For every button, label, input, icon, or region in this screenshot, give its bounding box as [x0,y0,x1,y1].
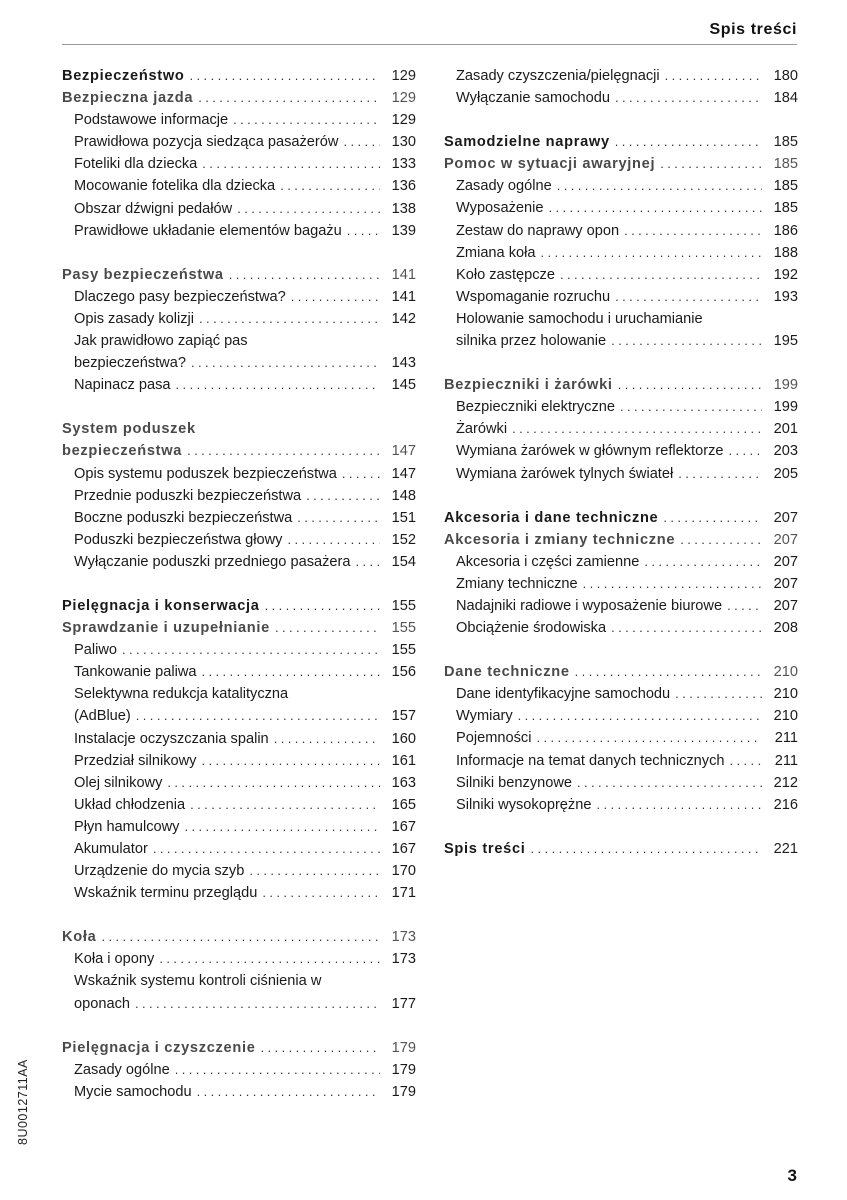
toc-entry-title: (AdBlue) [74,708,131,725]
dot-leader [615,87,762,109]
toc-entry[interactable] [62,683,416,705]
toc-entry-title: Zasady ogólne [74,1061,170,1078]
toc-entry-title: Pomoc w sytuacji awaryjnej [444,156,656,173]
toc-entry[interactable] [62,860,416,882]
toc-entry-title: Wskaźnik systemu kontroli ciśnienia w [74,973,322,990]
toc-entry-title: Wyłączanie samochodu [456,90,610,107]
toc-page-number: 199 [773,377,798,394]
dot-leader [249,860,380,882]
toc-page-number: 163 [391,774,416,791]
toc-entry-title: Zmiana koła [456,244,536,261]
toc-entry[interactable] [444,242,798,264]
dot-leader [101,926,380,948]
toc-entry[interactable] [62,286,416,308]
toc-entry-title: Obszar dźwigni pedałów [74,200,233,217]
toc-page-number: 142 [391,310,416,327]
toc-page-number: 211 [774,730,798,747]
toc-entry[interactable] [444,175,798,197]
dot-leader [201,750,380,772]
toc-entry[interactable] [62,463,416,485]
toc-page-number: 133 [391,156,416,173]
toc-entry-title: Przedział silnikowy [74,752,197,769]
dot-leader [159,948,380,970]
toc-entry-title: Olej silnikowy [74,774,163,791]
dot-leader [202,661,381,683]
dot-leader [274,728,380,750]
toc-page-number: 179 [391,1083,416,1100]
toc-page-number: 143 [391,355,416,372]
toc-entry-title: Wspomaganie rozruchu [456,288,611,305]
toc-entry[interactable] [62,970,416,992]
toc-page-number: 167 [391,841,416,857]
dot-leader [583,573,762,595]
toc-entry-title: Bezpieczniki elektryczne [456,399,615,416]
dot-leader [729,440,762,462]
toc-section-heading[interactable] [62,65,416,87]
toc-entry[interactable] [444,87,798,109]
toc-entry-title: Wyposażenie [456,200,544,217]
toc-entry[interactable] [444,617,798,639]
toc-section-heading[interactable] [62,264,416,286]
dot-leader [560,264,762,286]
toc-page-number: 155 [391,597,416,614]
dot-leader [663,507,762,529]
toc-entry-title: Nadajniki radiowe i wyposażenie biurowe [456,597,723,614]
dot-leader [190,65,380,87]
toc-entry[interactable] [444,772,798,794]
toc-entry-title: Koła [62,929,97,946]
toc-entry-title: Wyłączanie poduszki przedniego pasażera [74,553,351,570]
toc-entry[interactable] [62,308,416,330]
toc-section-heading[interactable] [444,153,798,175]
toc-page-number: 193 [773,288,798,305]
toc-entry-title: Instalacje oczyszczania spalin [74,730,269,747]
toc-entry-title: Wymiana żarówek w głównym reflektorze [456,443,724,460]
toc-entry-title: Paliwo [74,642,117,659]
toc-entry[interactable] [62,330,416,352]
toc-page-number: 148 [391,487,416,504]
toc-page-number: 179 [391,1039,416,1056]
section-gap [62,396,416,418]
toc-page-number: 160 [391,730,416,747]
dot-leader [202,153,380,175]
toc-page-number: 155 [391,620,416,637]
toc-entry-title: Koła i opony [74,951,155,968]
toc-page-number: 207 [773,597,798,614]
dot-leader [190,794,380,816]
toc-entry[interactable] [62,529,416,551]
dot-leader [262,882,380,904]
toc-page-number: 139 [391,222,416,239]
toc-entry-title: Żarówki [456,421,508,438]
toc-entry-title: Boczne poduszki bezpieczeństwa [74,509,293,526]
toc-entry-title: Pielęgnacja i czyszczenie [62,1039,256,1056]
toc-entry-title: Układ chłodzenia [74,796,186,813]
dot-leader [261,1037,380,1059]
toc-entry[interactable] [444,264,798,286]
dot-leader [575,661,762,683]
dot-leader [611,617,762,639]
dot-leader [233,109,380,131]
dot-leader [541,242,763,264]
toc-entry-title: Informacje na temat danych technicznych [456,752,725,769]
toc-entry[interactable] [62,794,416,816]
dot-leader [136,705,380,727]
toc-page-number: 129 [391,68,416,84]
toc-entry-title: Mocowanie fotelika dla dziecka [74,178,276,195]
toc-section-heading[interactable] [62,440,416,462]
toc-page-number: 157 [391,708,416,725]
toc-entry[interactable] [444,595,798,617]
dot-leader [624,220,762,242]
dot-leader [512,418,762,440]
dot-leader [191,352,380,374]
toc-page-number: 156 [391,664,416,681]
toc-entry-title: bezpieczeństwa [62,443,183,460]
toc-section-heading[interactable] [62,1037,416,1059]
toc-entry[interactable] [62,198,416,220]
toc-entry-title: Opis systemu poduszek bezpieczeństwa [74,465,337,482]
dot-leader [229,264,380,286]
toc-entry-title: Akcesoria i zmiany techniczne [444,531,676,548]
dot-leader [548,197,762,219]
dot-leader [518,705,762,727]
toc-page-number: 208 [773,620,798,637]
toc-entry[interactable] [62,374,416,396]
toc-left-column [62,65,416,1103]
toc-entry[interactable] [444,286,798,308]
toc-page-number: 130 [391,134,416,151]
dot-leader [730,750,762,772]
toc-page-number: 145 [391,377,416,394]
dot-leader [665,65,762,87]
toc-section-heading[interactable] [62,595,416,617]
toc-entry[interactable] [444,463,798,485]
toc-entry-title: Przednie poduszki bezpieczeństwa [74,487,302,504]
toc-page-number: 138 [391,200,416,217]
dot-leader [615,286,762,308]
toc-page-number: 136 [391,178,416,195]
section-gap [444,816,798,838]
toc-entry[interactable] [444,396,798,418]
toc-entry[interactable] [444,330,798,352]
toc-right-column [444,65,798,860]
toc-page-number: 154 [391,553,416,570]
toc-page-number: 147 [391,465,416,482]
toc-entry-title: Mycie samochodu [74,1083,192,1100]
toc-entry[interactable] [62,993,416,1015]
dot-leader [184,816,380,838]
toc-section-heading[interactable] [62,617,416,639]
dot-leader [611,330,762,352]
toc-section-heading[interactable] [444,529,798,551]
toc-entry-title: Spis treści [444,840,526,857]
toc-entry-title: Silniki wysokoprężne [456,796,592,813]
toc-page-number: 199 [773,399,798,416]
dot-leader [297,507,380,529]
toc-entry[interactable] [62,1059,416,1081]
toc-entry[interactable] [62,109,416,131]
toc-entry-title: Tankowanie paliwa [74,664,197,681]
toc-entry-title: Wskaźnik terminu przeglądu [74,885,258,902]
dot-leader [620,396,762,418]
toc-entry[interactable] [62,551,416,573]
toc-entry[interactable] [444,573,798,595]
section-gap [62,1015,416,1037]
dot-leader [275,617,380,639]
dot-leader [596,794,762,816]
dot-leader [678,463,762,485]
dot-leader [197,1081,380,1103]
toc-entry[interactable] [62,705,416,727]
toc-entry[interactable] [62,131,416,153]
toc-page-number: 173 [391,951,416,968]
section-gap [62,242,416,264]
toc-entry-title: Akumulator [74,841,148,857]
section-gap [444,639,798,661]
section-gap [444,109,798,131]
toc-page-number: 185 [773,156,798,173]
toc-page-number: 207 [773,553,798,570]
dot-leader [237,198,380,220]
toc-entry-title: Dane identyfikacyjne samochodu [456,686,671,703]
toc-section-heading[interactable] [62,926,416,948]
toc-entry-title: Pojemności [456,730,532,747]
toc-entry[interactable] [444,705,798,727]
section-gap [444,352,798,374]
toc-page-number: 180 [773,68,798,84]
toc-entry-title: Poduszki bezpieczeństwa głowy [74,531,283,548]
toc-entry[interactable] [444,65,798,87]
toc-entry-title: Dlaczego pasy bezpieczeństwa? [74,288,286,305]
toc-page-number: 212 [773,774,798,791]
page-title: Spis treści [709,21,797,38]
toc-page-number: 185 [773,134,798,151]
toc-page-number: 216 [773,796,798,813]
toc-entry[interactable] [444,551,798,573]
section-gap [444,485,798,507]
toc-entry[interactable] [444,308,798,330]
toc-entry[interactable] [444,440,798,462]
toc-section-heading[interactable] [444,507,798,529]
toc-page-number: 177 [391,995,416,1012]
toc-entry-title: Obciążenie środowiska [456,620,607,637]
toc-entry-title: Prawidłowa pozycja siedząca pasażerów [74,134,339,151]
toc-page-number: 129 [391,112,416,129]
dot-leader [122,639,380,661]
toc-page-number: 185 [773,178,798,195]
toc-page-number: 155 [391,642,416,659]
dot-leader [187,440,380,462]
toc-section-heading[interactable] [444,661,798,683]
toc-page-number: 141 [391,266,416,283]
dot-leader [356,551,381,573]
toc-entry-title: Bezpieczeństwo [62,68,185,84]
toc-page-number: 203 [773,443,798,460]
toc-entry[interactable] [444,220,798,242]
dot-leader [727,595,762,617]
toc-entry-title: Wymiana żarówek tylnych świateł [456,465,674,482]
page-number: 3 [787,1166,797,1185]
toc-entry-title: Samodzielne naprawy [444,134,610,151]
toc-entry-title: Pielęgnacja i konserwacja [62,597,260,614]
toc-entry-title: Zasady ogólne [456,178,552,195]
toc-entry-title: Zmiany techniczne [456,575,578,592]
dot-leader [153,838,380,860]
toc-entry-title: Bezpieczna jazda [62,90,194,107]
toc-entry-title: Podstawowe informacje [74,112,229,129]
toc-entry-title: System poduszek [62,421,196,438]
toc-entry[interactable] [62,485,416,507]
dot-leader [198,87,380,109]
toc-entry-title: Zasady czyszczenia/pielęgnacji [456,68,660,84]
toc-entry[interactable] [62,728,416,750]
toc-page-number: 210 [773,664,798,681]
dot-leader [306,485,380,507]
dot-leader [265,595,380,617]
toc-page-number: 173 [391,929,416,946]
toc-entry[interactable] [62,153,416,175]
toc-page-number: 192 [773,266,798,283]
toc-page-number: 205 [773,465,798,482]
toc-entry[interactable] [62,175,416,197]
dot-leader [343,131,380,153]
dot-leader [680,529,762,551]
toc-page-number: 207 [773,509,798,526]
toc-entry[interactable] [62,882,416,904]
toc-page-number: 129 [391,90,416,107]
dot-leader [291,286,380,308]
toc-page-number: 167 [391,818,416,835]
toc-page-number: 195 [773,333,798,350]
toc-entry-title: Pasy bezpieczeństwa [62,266,224,283]
toc-page-number: 170 [391,863,416,880]
toc-entry-title: Koło zastępcze [456,266,555,283]
toc-entry[interactable] [62,220,416,242]
toc-entry-title: Holowanie samochodu i uruchamianie [456,310,703,327]
toc-page-number: 161 [391,752,416,769]
toc-entry[interactable] [444,197,798,219]
toc-entry-title: silnika przez holowanie [456,333,607,350]
toc-page-number: 221 [773,840,798,857]
section-gap [62,573,416,595]
dot-leader [557,175,762,197]
dot-leader [618,374,762,396]
toc-entry[interactable] [444,794,798,816]
toc-page-number: 184 [773,90,798,107]
toc-section-heading[interactable] [62,87,416,109]
toc-page-number: 151 [391,509,416,526]
toc-section-heading[interactable] [444,131,798,153]
toc-page-number: 147 [391,443,416,460]
toc-entry-title: bezpieczeństwa? [74,355,186,372]
dot-leader [199,308,380,330]
toc-entry[interactable] [62,352,416,374]
document-code: 8U0012711AA [16,1059,30,1145]
page-header [62,18,797,45]
toc-page-number: 211 [774,752,798,769]
toc-entry[interactable] [62,661,416,683]
toc-section-heading[interactable] [444,374,798,396]
toc-entry-title: Opis zasady kolizji [74,310,195,327]
toc-entry-title: Zestaw do naprawy opon [456,222,620,239]
dot-leader [577,772,762,794]
toc-entry-title: Akcesoria i dane techniczne [444,509,659,526]
toc-page-number: 207 [773,575,798,592]
toc-entry-title: Płyn hamulcowy [74,818,180,835]
dot-leader [644,551,762,573]
toc-entry-title: Prawidłowe układanie elementów bagażu [74,222,342,239]
toc-entry-title: Jak prawidłowo zapiąć pas [74,333,248,350]
toc-entry-title: Silniki benzynowe [456,774,573,791]
toc-page-number: 179 [391,1061,416,1078]
toc-entry[interactable] [444,750,798,772]
toc-page-number: 165 [391,796,416,813]
toc-entry[interactable] [62,507,416,529]
dot-leader [675,683,762,705]
toc-page-number: 185 [773,200,798,217]
toc-entry[interactable] [62,750,416,772]
toc-entry-title: Urządzenie do mycia szyb [74,863,245,880]
toc-page-number: 186 [773,222,798,239]
section-gap [62,904,416,926]
toc-page-number: 188 [773,244,798,261]
toc-section-heading[interactable] [444,838,798,860]
dot-leader [287,529,380,551]
dot-leader [176,374,380,396]
toc-page-number: 152 [391,531,416,548]
dot-leader [531,838,762,860]
dot-leader [347,220,380,242]
toc-entry-title: Sprawdzanie i uzupełnianie [62,620,270,637]
dot-leader [175,1059,380,1081]
toc-entry-title: Akcesoria i części zamienne [456,553,640,570]
toc-entry-title: Napinacz pasa [74,377,171,394]
toc-entry-title: Wymiary [456,708,513,725]
toc-page-number: 210 [773,686,798,703]
toc-page-number: 201 [773,421,798,438]
toc-entry-title: Dane techniczne [444,664,570,681]
toc-entry[interactable] [62,948,416,970]
dot-leader [660,153,762,175]
dot-leader [615,131,762,153]
toc-section-heading[interactable] [62,418,416,440]
dot-leader [135,993,380,1015]
toc-page-number: 207 [773,531,798,548]
toc-entry[interactable] [62,1081,416,1103]
toc-page-number: 171 [391,885,416,902]
toc-entry[interactable] [62,772,416,794]
toc-page-number: 210 [773,708,798,725]
toc-entry[interactable] [62,639,416,661]
toc-entry[interactable] [444,418,798,440]
toc-entry[interactable] [62,838,416,860]
toc-entry[interactable] [444,727,798,749]
toc-entry-title: oponach [74,995,130,1012]
toc-entry-title: Foteliki dla dziecka [74,156,198,173]
dot-leader [342,463,380,485]
dot-leader [280,175,380,197]
toc-entry[interactable] [444,683,798,705]
toc-entry-title: Bezpieczniki i żarówki [444,377,613,394]
toc-entry[interactable] [62,816,416,838]
dot-leader [536,727,762,749]
toc-entry-title: Selektywna redukcja katalityczna [74,686,289,703]
toc-page-number: 141 [391,288,416,305]
dot-leader [167,772,380,794]
